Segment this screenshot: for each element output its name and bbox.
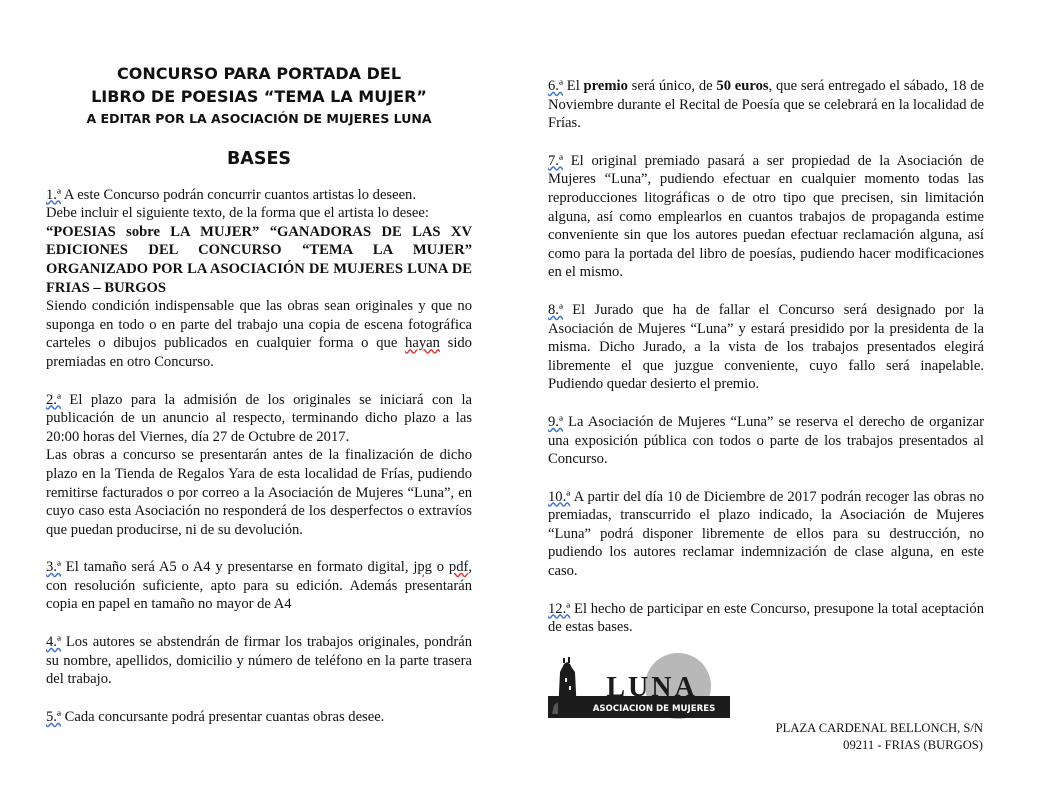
rule-2-text-b: Las obras a concurso se presentarán antes de la finalización de dicho plazo en la Tienda de Regalos Yara de esta localidad de Frías, pudiendo remitirse facturados o por correo a la Asociación de Mujeres “Luna”, en cuyo caso esta Asociación no responderá de los desperfectos o extravíos que puedan producirse, ni de su devolución.	[46, 447, 472, 538]
rule-7-number: 7.ª	[548, 152, 563, 169]
rule-6-text-e: , que será entregado el sábado, 18 de Noviembre durante el Recital de Poesía que se celebrará en la localidad de Frías.	[548, 78, 984, 132]
left-column	[46, 0, 472, 726]
rule-6-text-c: será único, de	[627, 78, 717, 94]
doc-title-line-3: A EDITAR POR LA ASOCIACIÓN DE MUJERES LUNA	[86, 111, 432, 126]
rule-1-number: 1.ª	[46, 186, 61, 203]
rule-1-text-b: Debe incluir el siguiente texto, de la forma que el artista lo desee:	[46, 205, 429, 222]
rule-4	[46, 633, 472, 689]
rule-1-word-hayan: hayan	[405, 335, 440, 352]
doc-title-line-1: CONCURSO PARA PORTADA DEL	[116, 64, 402, 83]
bases-heading: BASES	[226, 149, 292, 169]
rule-6-text-a: El	[562, 78, 584, 94]
rule-1-text-a: A este Concurso podrán concurrir cuantos artistas lo deseen.	[60, 186, 417, 203]
logo-tower-icon	[552, 657, 585, 714]
rule-3-text-a: El tamaño será A5 o A4 y presentarse en formato digital,	[60, 559, 414, 576]
rule-3-word-jpg: jpg	[413, 559, 432, 576]
address-line-1: PLAZA CARDENAL BELLONCH, S/N	[775, 721, 983, 735]
rule-2-text-a: El plazo para la admisión de los originales se iniciará con la publicación de un anuncio al respecto, terminando dicho plazo a las 20:00 horas del Viernes, día 27 de Octubre de 2017.	[46, 391, 472, 445]
rule-2	[46, 391, 472, 447]
rule-1-required-text: “POESIAS sobre LA MUJER” “GANADORAS DE LAS XV EDICIONES DEL CONCURSO “TEMA LA MUJER” ORGANIZADO POR LA ASOCIACIÓN DE MUJERES LUNA DE FRIAS – BURGOS	[46, 223, 472, 296]
rule-8	[548, 301, 984, 394]
rule-2-number: 2.ª	[46, 391, 61, 408]
rule-10	[548, 488, 984, 581]
rule-3	[46, 558, 472, 614]
rule-10-text: A partir del día 10 de Diciembre de 2017 podrán recoger las obras no premiadas, transcurrido el plazo indicado, la Asociación de Mujeres “Luna” podrá disponer libremente de ellos para su destrucción, no pudiendo los autores reclamar indemnización de clase alguna, en este caso.	[548, 488, 984, 580]
rule-1-text-d1: Siendo condición indispensable que las obras sean originales y que no suponga en todo o en parte del trabajo una copia de escena fotográfica carteles o dibujos publicados en cualquier forma o que	[46, 298, 472, 352]
rule-6-number: 6.ª	[548, 78, 563, 94]
rule-3-text-c: , con resolución suficiente, apto para su edición. Además presentarán copia en papel en tamaño no mayor de A4	[46, 559, 473, 613]
rule-6	[548, 77, 984, 133]
logo-subtitle: ASOCIACION DE MUJERES	[592, 704, 716, 714]
rule-4-text: Los autores se abstendrán de firmar los trabajos originales, pondrán su nombre, apellidos, domicilio y número de teléfono en la parte trasera del trabajo.	[46, 634, 472, 688]
rule-4-number: 4.ª	[46, 634, 61, 651]
rule-8-text: El Jurado que ha de fallar el Concurso será designado por la Asociación de Mujeres “Luna” y estará presidido por la presidenta de la misma. Dicho Jurado, a la vista de los trabajos presentados elegirá libremente el que juzgue conveniente, cuyo fallo será inapelable. Pudiendo quedar desierto el premio.	[548, 301, 984, 393]
rule-6-amount: 50 euros	[716, 78, 769, 94]
rule-12-number: 12.ª	[548, 600, 571, 617]
rule-3-text-b: o	[431, 559, 449, 576]
rule-9	[548, 413, 984, 469]
rule-7-text: El original premiado pasará a ser propiedad de la Asociación de Mujeres “Luna”, pudiendo efectuar en cualquier momento todas las reproducciones litográficas o de otro tipo que precisen, sin limitación alguna, así como emplearlos en cuantos trabajos de propaganda estime conveniente sin que los autores puedan efectuar reclamación alguna, así como para la portada del libro de poesías, pudiendo hacer modificaciones en el mismo.	[548, 152, 984, 281]
rule-8-number: 8.ª	[548, 301, 563, 318]
rule-1-text-d2: sido premiadas en otro Concurso.	[46, 335, 472, 370]
right-column	[548, 0, 984, 637]
rule-9-text: La Asociación de Mujeres “Luna” se reserva el derecho de organizar una exposición pública con todos o parte de los trabajos presentados al Concurso.	[548, 413, 984, 468]
doc-title-line-2: LIBRO DE POESIAS “TEMA LA MUJER”	[91, 87, 427, 106]
rule-5-number: 5.ª	[46, 708, 61, 725]
rule-12	[548, 600, 984, 637]
rule-5	[46, 708, 472, 727]
rule-5-text: Cada concursante podrá presentar cuantas obras desee.	[60, 708, 385, 725]
logo-name: LUNA	[606, 672, 698, 703]
rule-7	[548, 152, 984, 282]
address-line-2: 09211 - FRIAS (BURGOS)	[843, 737, 983, 752]
rule-1-condition	[46, 297, 472, 371]
rule-1	[46, 186, 472, 205]
rule-3-word-pdf: pdf	[448, 559, 469, 576]
rule-10-number: 10.ª	[548, 488, 571, 505]
rule-9-number: 9.ª	[548, 413, 563, 430]
luna-logo	[548, 650, 730, 720]
rule-6-premio: premio	[583, 78, 628, 94]
address-block	[700, 720, 983, 753]
rule-3-number: 3.ª	[46, 559, 61, 576]
rule-12-text: El hecho de participar en este Concurso, presupone la total aceptación de estas bases.	[548, 600, 984, 636]
